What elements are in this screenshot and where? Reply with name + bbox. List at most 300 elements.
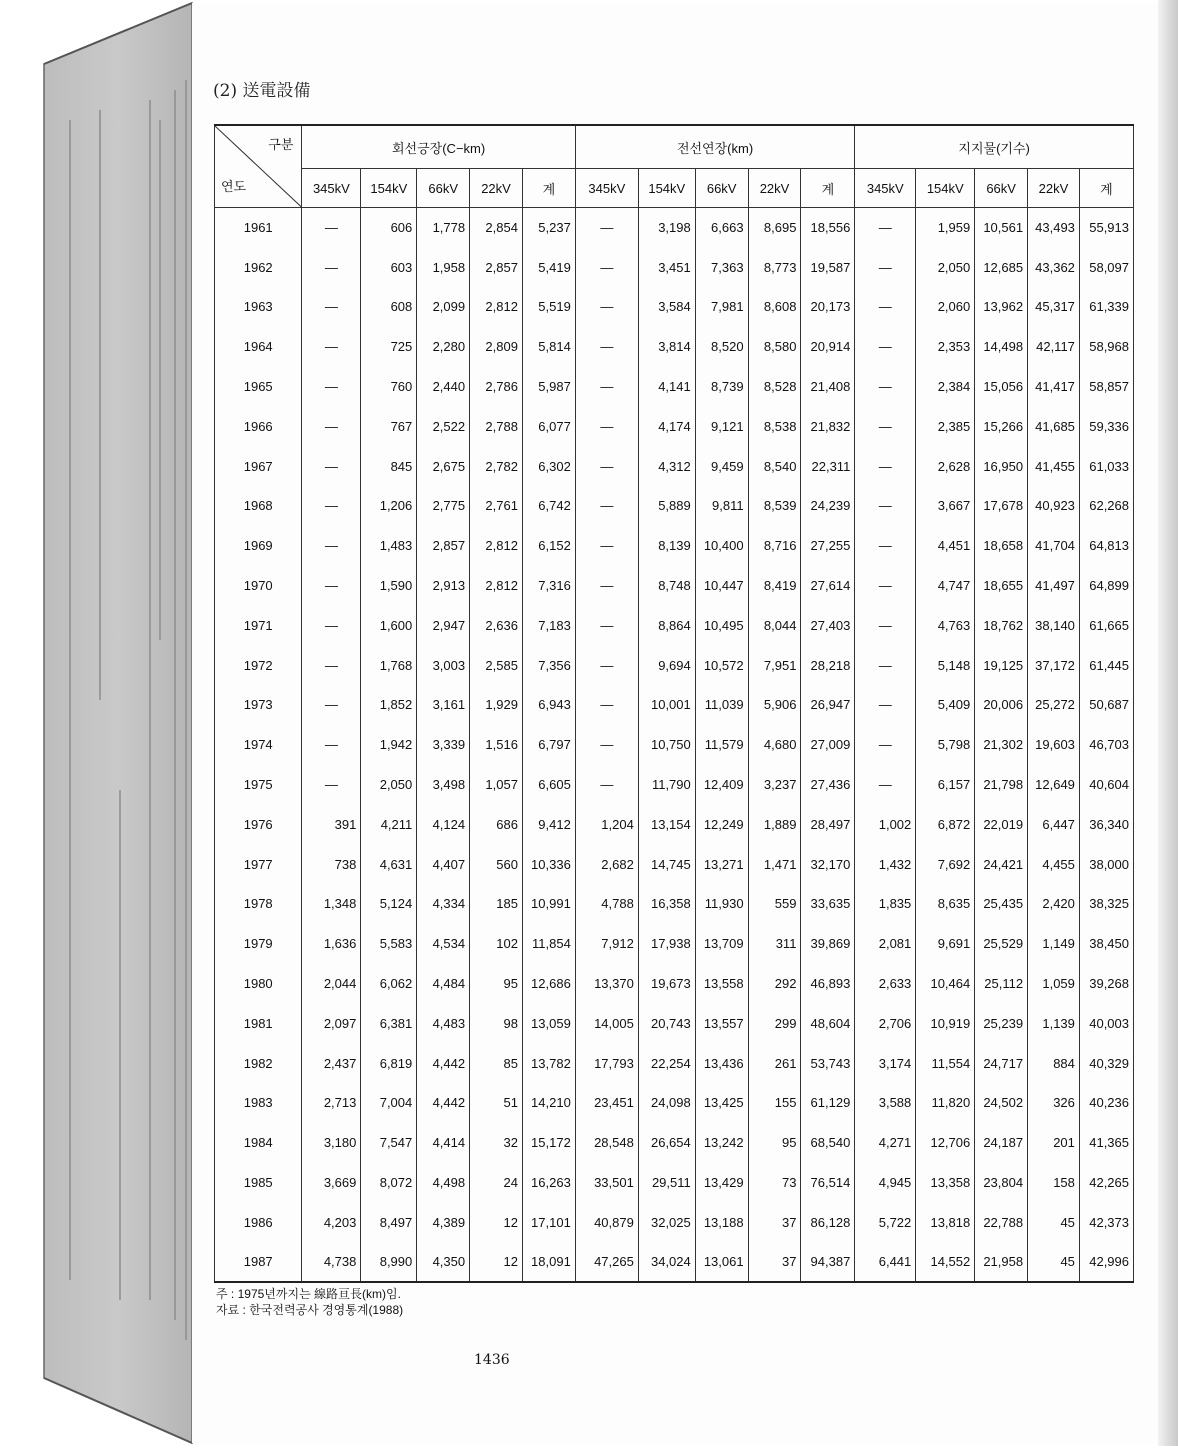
table-cell: 2,675 xyxy=(417,446,470,486)
table-cell: 8,497 xyxy=(361,1202,417,1242)
table-cell: 1,432 xyxy=(855,844,916,884)
table-cell: 55,913 xyxy=(1079,208,1133,248)
table-cell: 6,441 xyxy=(855,1242,916,1282)
table-cell: — xyxy=(575,765,638,805)
table-cell: 43,493 xyxy=(1028,208,1080,248)
table-cell: — xyxy=(575,725,638,765)
table-cell: — xyxy=(855,685,916,725)
table-cell: 12,649 xyxy=(1028,765,1080,805)
table-cell: 13,154 xyxy=(638,804,695,844)
table-cell: 686 xyxy=(470,804,523,844)
table-cell: — xyxy=(302,327,361,367)
table-cell: 86,128 xyxy=(801,1202,855,1242)
table-cell: — xyxy=(302,367,361,407)
table-cell: 6,819 xyxy=(361,1043,417,1083)
table-cell: 1,059 xyxy=(1028,964,1080,1004)
table-row xyxy=(215,367,1134,407)
table-cell: 9,691 xyxy=(916,924,975,964)
table-cell: 11,854 xyxy=(522,924,575,964)
table-cell: 2,440 xyxy=(417,367,470,407)
table-cell: 37 xyxy=(748,1202,801,1242)
table-cell: 95 xyxy=(748,1123,801,1163)
table-cell: 4,483 xyxy=(417,1003,470,1043)
table-cell: 311 xyxy=(748,924,801,964)
table-cell: 76,514 xyxy=(801,1163,855,1203)
table-cell: 64,813 xyxy=(1079,526,1133,566)
table-cell: 8,864 xyxy=(638,605,695,645)
table-cell: 1,483 xyxy=(361,526,417,566)
table-cell: 3,814 xyxy=(638,327,695,367)
year-cell: 1986 xyxy=(215,1202,302,1242)
footnote: 주 : 1975년까지는 線路亘長(km)임. xyxy=(216,1287,401,1301)
subheader-cell: 66kV xyxy=(975,169,1028,208)
table-cell: 1,636 xyxy=(302,924,361,964)
table-cell: 17,938 xyxy=(638,924,695,964)
table-cell: 7,912 xyxy=(575,924,638,964)
section-title: (2) 送電設備 xyxy=(213,81,311,101)
table-cell: 2,775 xyxy=(417,486,470,526)
table-cell: — xyxy=(575,406,638,446)
table-cell: 22,788 xyxy=(975,1202,1028,1242)
table-cell: 1,516 xyxy=(470,725,523,765)
table-cell: 45,317 xyxy=(1028,287,1080,327)
table-cell: 4,763 xyxy=(916,605,975,645)
table-cell: 13,429 xyxy=(695,1163,748,1203)
table-cell: 13,061 xyxy=(695,1242,748,1282)
table-cell: 8,419 xyxy=(748,566,801,606)
page-edge-shadow xyxy=(1158,0,1178,1446)
table-cell: 2,812 xyxy=(470,526,523,566)
table-cell: 47,265 xyxy=(575,1242,638,1282)
subheader-cell: 345kV xyxy=(855,169,916,208)
source-note: 자료 : 한국전력공사 경영통계(1988) xyxy=(216,1303,404,1317)
table-row xyxy=(215,804,1134,844)
table-cell: 4,414 xyxy=(417,1123,470,1163)
table-cell: 7,316 xyxy=(522,566,575,606)
table-cell: 37 xyxy=(748,1242,801,1282)
table-cell: 8,739 xyxy=(695,367,748,407)
table-cell: 6,062 xyxy=(361,964,417,1004)
year-cell: 1983 xyxy=(215,1083,302,1123)
table-cell: 1,852 xyxy=(361,685,417,725)
table-cell: — xyxy=(855,367,916,407)
table-cell: 4,334 xyxy=(417,884,470,924)
table-cell: 27,009 xyxy=(801,725,855,765)
table-row xyxy=(215,208,1134,248)
table-cell: 41,455 xyxy=(1028,446,1080,486)
table-cell: — xyxy=(302,486,361,526)
table-cell: 10,991 xyxy=(522,884,575,924)
year-cell: 1964 xyxy=(215,327,302,367)
table-cell: 38,450 xyxy=(1079,924,1133,964)
table-body xyxy=(215,208,1134,1283)
table-cell: 38,000 xyxy=(1079,844,1133,884)
table-cell: 3,451 xyxy=(638,247,695,287)
year-cell: 1972 xyxy=(215,645,302,685)
table-cell: 12 xyxy=(470,1202,523,1242)
corner-label-category: 구분 xyxy=(268,137,294,152)
table-cell: — xyxy=(302,208,361,248)
table-row xyxy=(215,1083,1134,1123)
table-cell: 61,033 xyxy=(1079,446,1133,486)
table-row xyxy=(215,287,1134,327)
table-cell: 5,419 xyxy=(522,247,575,287)
table-cell: 94,387 xyxy=(801,1242,855,1282)
table-cell: — xyxy=(302,645,361,685)
table-cell: 2,786 xyxy=(470,367,523,407)
table-cell: 11,820 xyxy=(916,1083,975,1123)
table-cell: 1,206 xyxy=(361,486,417,526)
group-header-supports: 지지물(기수) xyxy=(855,125,1134,169)
year-cell: 1987 xyxy=(215,1242,302,1282)
table-cell: 3,174 xyxy=(855,1043,916,1083)
table-cell: 4,788 xyxy=(575,884,638,924)
table-cell: 4,389 xyxy=(417,1202,470,1242)
table-cell: 4,141 xyxy=(638,367,695,407)
table-cell: 26,654 xyxy=(638,1123,695,1163)
table-cell: 40,236 xyxy=(1079,1083,1133,1123)
table-cell: 34,024 xyxy=(638,1242,695,1282)
table-cell: 2,782 xyxy=(470,446,523,486)
table-row xyxy=(215,1043,1134,1083)
table-cell: 13,242 xyxy=(695,1123,748,1163)
subheader-cell: 345kV xyxy=(575,169,638,208)
table-cell: 8,608 xyxy=(748,287,801,327)
table-cell: 5,237 xyxy=(522,208,575,248)
table-cell: 8,990 xyxy=(361,1242,417,1282)
table-cell: 6,157 xyxy=(916,765,975,805)
table-cell: 185 xyxy=(470,884,523,924)
table-row xyxy=(215,924,1134,964)
table-cell: 24,187 xyxy=(975,1123,1028,1163)
table-row xyxy=(215,1163,1134,1203)
table-cell: 2,044 xyxy=(302,964,361,1004)
table-cell: 7,363 xyxy=(695,247,748,287)
page-number: 1436 xyxy=(474,1352,510,1368)
table-cell: 8,044 xyxy=(748,605,801,645)
table-cell: 13,558 xyxy=(695,964,748,1004)
table-cell: 4,271 xyxy=(855,1123,916,1163)
table-cell: 23,451 xyxy=(575,1083,638,1123)
table-cell: 40,923 xyxy=(1028,486,1080,526)
year-cell: 1962 xyxy=(215,247,302,287)
table-cell: 6,447 xyxy=(1028,804,1080,844)
table-cell: 9,459 xyxy=(695,446,748,486)
table-cell: 4,174 xyxy=(638,406,695,446)
table-cell: 201 xyxy=(1028,1123,1080,1163)
table-cell: 1,002 xyxy=(855,804,916,844)
table-cell: 4,680 xyxy=(748,725,801,765)
table-cell: 10,750 xyxy=(638,725,695,765)
table-cell: — xyxy=(302,725,361,765)
year-cell: 1961 xyxy=(215,208,302,248)
table-cell: 1,768 xyxy=(361,645,417,685)
table-cell: 22,311 xyxy=(801,446,855,486)
table-cell: 24,098 xyxy=(638,1083,695,1123)
table-cell: 8,580 xyxy=(748,327,801,367)
table-cell: 5,409 xyxy=(916,685,975,725)
table-cell: 51 xyxy=(470,1083,523,1123)
table-cell: 13,271 xyxy=(695,844,748,884)
table-cell: 2,713 xyxy=(302,1083,361,1123)
table-cell: 2,385 xyxy=(916,406,975,446)
table-row xyxy=(215,884,1134,924)
table-cell: 45 xyxy=(1028,1202,1080,1242)
table-cell: 2,857 xyxy=(470,247,523,287)
table-row xyxy=(215,725,1134,765)
subheader-cell: 154kV xyxy=(916,169,975,208)
table-cell: 22,254 xyxy=(638,1043,695,1083)
table-cell: 1,348 xyxy=(302,884,361,924)
table-cell: 18,091 xyxy=(522,1242,575,1282)
table-cell: 40,329 xyxy=(1079,1043,1133,1083)
table-cell: 11,579 xyxy=(695,725,748,765)
table-cell: 12,706 xyxy=(916,1123,975,1163)
table-cell: 14,005 xyxy=(575,1003,638,1043)
table-cell: 326 xyxy=(1028,1083,1080,1123)
table-cell: 845 xyxy=(361,446,417,486)
table-cell: 19,673 xyxy=(638,964,695,1004)
table-cell: 5,798 xyxy=(916,725,975,765)
table-cell: 767 xyxy=(361,406,417,446)
table-row xyxy=(215,1003,1134,1043)
table-cell: 39,869 xyxy=(801,924,855,964)
table-row xyxy=(215,844,1134,884)
table-cell: 5,583 xyxy=(361,924,417,964)
table-cell: 29,511 xyxy=(638,1163,695,1203)
year-cell: 1985 xyxy=(215,1163,302,1203)
table-cell: 560 xyxy=(470,844,523,884)
table-cell: 18,658 xyxy=(975,526,1028,566)
table-cell: 391 xyxy=(302,804,361,844)
table-cell: 7,356 xyxy=(522,645,575,685)
table-cell: 2,913 xyxy=(417,566,470,606)
table-cell: 10,464 xyxy=(916,964,975,1004)
table-cell: 5,148 xyxy=(916,645,975,685)
table-cell: 559 xyxy=(748,884,801,924)
table-row xyxy=(215,406,1134,446)
subheader-cell: 22kV xyxy=(748,169,801,208)
table-cell: — xyxy=(575,247,638,287)
table-cell: 9,412 xyxy=(522,804,575,844)
table-cell: — xyxy=(575,685,638,725)
table-cell: 43,362 xyxy=(1028,247,1080,287)
table-cell: 5,124 xyxy=(361,884,417,924)
year-cell: 1980 xyxy=(215,964,302,1004)
table-cell: 26,947 xyxy=(801,685,855,725)
table-row xyxy=(215,526,1134,566)
table-cell: 18,655 xyxy=(975,566,1028,606)
table-cell: 45 xyxy=(1028,1242,1080,1282)
table-cell: 39,268 xyxy=(1079,964,1133,1004)
table-cell: 98 xyxy=(470,1003,523,1043)
table-cell: 61,339 xyxy=(1079,287,1133,327)
table-row xyxy=(215,566,1134,606)
table-cell: 24,717 xyxy=(975,1043,1028,1083)
table-cell: 37,172 xyxy=(1028,645,1080,685)
table-cell: 32,170 xyxy=(801,844,855,884)
year-cell: 1976 xyxy=(215,804,302,844)
table-cell: 4,442 xyxy=(417,1083,470,1123)
table-cell: — xyxy=(855,526,916,566)
table-cell: 4,484 xyxy=(417,964,470,1004)
table-cell: 10,572 xyxy=(695,645,748,685)
table-cell: — xyxy=(855,208,916,248)
table-cell: 2,050 xyxy=(916,247,975,287)
table-cell: 33,635 xyxy=(801,884,855,924)
table-cell: 13,709 xyxy=(695,924,748,964)
year-cell: 1981 xyxy=(215,1003,302,1043)
table-cell: 21,958 xyxy=(975,1242,1028,1282)
table-row xyxy=(215,1242,1134,1282)
table-cell: 9,121 xyxy=(695,406,748,446)
year-cell: 1978 xyxy=(215,884,302,924)
table-cell: 10,447 xyxy=(695,566,748,606)
table-cell: 15,172 xyxy=(522,1123,575,1163)
table-cell: 3,669 xyxy=(302,1163,361,1203)
table-cell: 11,930 xyxy=(695,884,748,924)
table-cell: 7,183 xyxy=(522,605,575,645)
table-cell: 20,173 xyxy=(801,287,855,327)
table-cell: 2,812 xyxy=(470,287,523,327)
table-cell: 5,987 xyxy=(522,367,575,407)
table-cell: 10,561 xyxy=(975,208,1028,248)
table-cell: 9,694 xyxy=(638,645,695,685)
table-cell: 738 xyxy=(302,844,361,884)
table-cell: 25,529 xyxy=(975,924,1028,964)
table-cell: 3,339 xyxy=(417,725,470,765)
table-cell: — xyxy=(855,406,916,446)
table-cell: 17,101 xyxy=(522,1202,575,1242)
year-cell: 1969 xyxy=(215,526,302,566)
table-cell: — xyxy=(302,406,361,446)
table-cell: 18,762 xyxy=(975,605,1028,645)
table-cell: 261 xyxy=(748,1043,801,1083)
table-cell: 7,981 xyxy=(695,287,748,327)
table-cell: 38,140 xyxy=(1028,605,1080,645)
table-row xyxy=(215,645,1134,685)
table-cell: 14,498 xyxy=(975,327,1028,367)
table-row xyxy=(215,486,1134,526)
table-row xyxy=(215,605,1134,645)
table-cell: 2,788 xyxy=(470,406,523,446)
table-cell: 24,421 xyxy=(975,844,1028,884)
table-cell: 2,280 xyxy=(417,327,470,367)
table-cell: 16,263 xyxy=(522,1163,575,1203)
table-cell: 8,716 xyxy=(748,526,801,566)
table-cell: 46,703 xyxy=(1079,725,1133,765)
table-cell: 2,809 xyxy=(470,327,523,367)
table-cell: 28,218 xyxy=(801,645,855,685)
table-cell: 2,854 xyxy=(470,208,523,248)
table-cell: 4,211 xyxy=(361,804,417,844)
table-cell: 6,605 xyxy=(522,765,575,805)
table-cell: 15,266 xyxy=(975,406,1028,446)
table-cell: 41,497 xyxy=(1028,566,1080,606)
table-cell: 292 xyxy=(748,964,801,1004)
table-cell: 4,407 xyxy=(417,844,470,884)
table-cell: 2,682 xyxy=(575,844,638,884)
table-cell: 760 xyxy=(361,367,417,407)
table-cell: 6,797 xyxy=(522,725,575,765)
table-cell: 42,265 xyxy=(1079,1163,1133,1203)
year-cell: 1975 xyxy=(215,765,302,805)
table-cell: — xyxy=(575,645,638,685)
table-cell: — xyxy=(575,486,638,526)
table-cell: 13,782 xyxy=(522,1043,575,1083)
table-cell: 32 xyxy=(470,1123,523,1163)
table-cell: 1,959 xyxy=(916,208,975,248)
table-cell: 3,003 xyxy=(417,645,470,685)
table-cell: 95 xyxy=(470,964,523,1004)
table-cell: 6,872 xyxy=(916,804,975,844)
table-cell: 1,958 xyxy=(417,247,470,287)
table-cell: 603 xyxy=(361,247,417,287)
table-cell: 1,889 xyxy=(748,804,801,844)
table-row xyxy=(215,685,1134,725)
table-cell: 1,600 xyxy=(361,605,417,645)
subheader-cell: 계 xyxy=(801,169,855,208)
table-cell: 21,302 xyxy=(975,725,1028,765)
table-cell: 33,501 xyxy=(575,1163,638,1203)
table-cell: 2,812 xyxy=(470,566,523,606)
table-cell: 4,631 xyxy=(361,844,417,884)
table-cell: — xyxy=(575,208,638,248)
table-cell: 61,445 xyxy=(1079,645,1133,685)
table-cell: 8,539 xyxy=(748,486,801,526)
table-cell: 6,077 xyxy=(522,406,575,446)
table-cell: 4,312 xyxy=(638,446,695,486)
table-cell: 21,798 xyxy=(975,765,1028,805)
table-cell: 20,006 xyxy=(975,685,1028,725)
table-cell: 27,255 xyxy=(801,526,855,566)
table-cell: 608 xyxy=(361,287,417,327)
year-cell: 1982 xyxy=(215,1043,302,1083)
table-cell: 2,636 xyxy=(470,605,523,645)
table-cell: — xyxy=(302,765,361,805)
table-cell: 19,603 xyxy=(1028,725,1080,765)
table-cell: 8,520 xyxy=(695,327,748,367)
table-cell: 25,112 xyxy=(975,964,1028,1004)
table-cell: 13,370 xyxy=(575,964,638,1004)
table-cell: 4,203 xyxy=(302,1202,361,1242)
table-cell: 3,667 xyxy=(916,486,975,526)
table-cell: — xyxy=(855,566,916,606)
table-cell: 4,534 xyxy=(417,924,470,964)
table-cell: 4,738 xyxy=(302,1242,361,1282)
table-cell: 10,001 xyxy=(638,685,695,725)
table-cell: 3,498 xyxy=(417,765,470,805)
table-cell: 73 xyxy=(748,1163,801,1203)
year-cell: 1974 xyxy=(215,725,302,765)
year-cell: 1979 xyxy=(215,924,302,964)
table-cell: 6,943 xyxy=(522,685,575,725)
year-cell: 1984 xyxy=(215,1123,302,1163)
table-cell: 28,497 xyxy=(801,804,855,844)
table-cell: 13,059 xyxy=(522,1003,575,1043)
table-cell: 58,968 xyxy=(1079,327,1133,367)
table-cell: — xyxy=(302,566,361,606)
table-cell: 24,502 xyxy=(975,1083,1028,1123)
table-cell: 42,996 xyxy=(1079,1242,1133,1282)
table-cell: — xyxy=(302,247,361,287)
transmission-facilities-table xyxy=(214,124,1134,1283)
table-cell: 16,950 xyxy=(975,446,1028,486)
table-cell: 10,919 xyxy=(916,1003,975,1043)
table-cell: 41,365 xyxy=(1079,1123,1133,1163)
table-cell: 11,039 xyxy=(695,685,748,725)
table-cell: 68,540 xyxy=(801,1123,855,1163)
